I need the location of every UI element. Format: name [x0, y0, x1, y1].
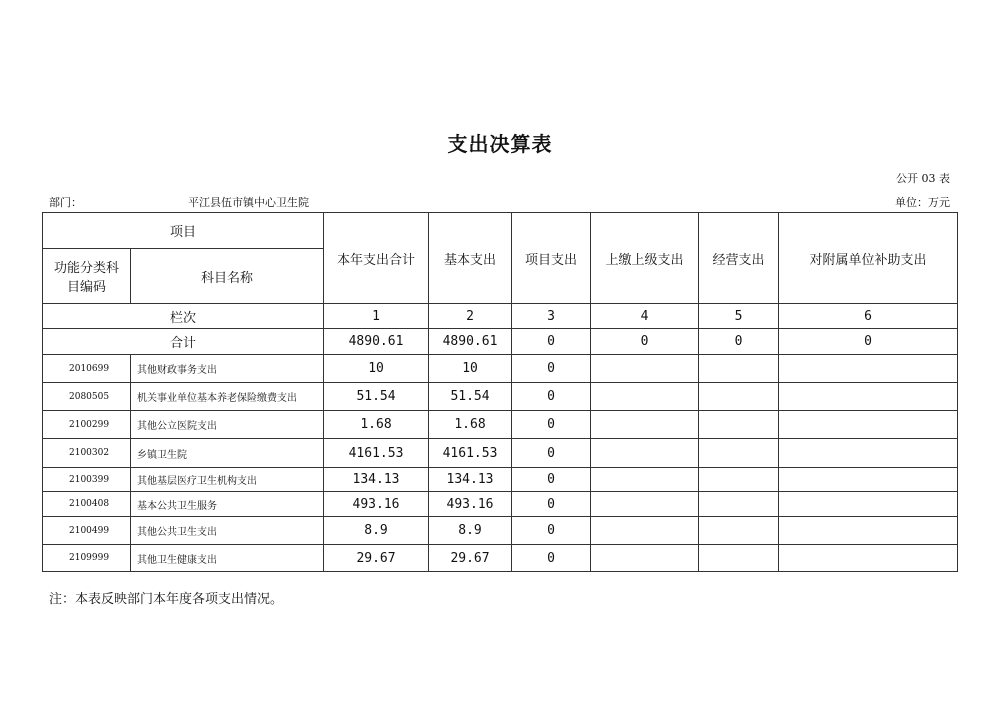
total-label: 合计 [43, 329, 324, 355]
header-project: 项目 [43, 213, 324, 249]
project-expenditure: 0 [512, 355, 591, 383]
empty-cell [699, 492, 779, 517]
subject-code: 2010699 [43, 355, 131, 383]
project-expenditure: 0 [512, 492, 591, 517]
form-number: 公开 03 表 [896, 172, 950, 185]
empty-cell [699, 468, 779, 492]
empty-cell [779, 411, 958, 439]
header-subject-name: 科目名称 [131, 249, 324, 304]
table-row [43, 355, 958, 383]
lanci-cell: 4 [591, 304, 699, 329]
subject-name: 基本公共卫生服务 [131, 492, 324, 517]
basic-expenditure: 493.16 [429, 492, 512, 517]
subject-name: 其他基层医疗卫生机构支出 [131, 468, 324, 492]
project-expenditure: 0 [512, 411, 591, 439]
table-row [43, 383, 958, 411]
lanci-cell: 6 [779, 304, 958, 329]
header-col4: 上缴上级支出 [591, 213, 699, 304]
empty-cell [699, 517, 779, 545]
total-expenditure: 4161.53 [324, 439, 429, 468]
page-title: 支出决算表 [447, 132, 553, 156]
header-col2: 基本支出 [429, 213, 512, 304]
subject-code: 2100302 [43, 439, 131, 468]
empty-cell [779, 355, 958, 383]
empty-cell [779, 517, 958, 545]
total-cell: 4890.61 [429, 329, 512, 355]
total-expenditure: 493.16 [324, 492, 429, 517]
subject-code: 2100408 [43, 492, 131, 517]
total-expenditure: 134.13 [324, 468, 429, 492]
department-name: 平江县伍市镇中心卫生院 [188, 196, 309, 209]
subject-name: 其他公立医院支出 [131, 411, 324, 439]
total-row [43, 329, 958, 355]
empty-cell [591, 411, 699, 439]
total-expenditure: 8.9 [324, 517, 429, 545]
basic-expenditure: 1.68 [429, 411, 512, 439]
basic-expenditure: 8.9 [429, 517, 512, 545]
subject-code: 2100299 [43, 411, 131, 439]
basic-expenditure: 134.13 [429, 468, 512, 492]
table-row [43, 517, 958, 545]
subject-code: 2100499 [43, 517, 131, 545]
empty-cell [699, 411, 779, 439]
subject-name: 乡镇卫生院 [131, 439, 324, 468]
table-row [43, 468, 958, 492]
header-col6: 对附属单位补助支出 [779, 213, 958, 304]
total-expenditure: 29.67 [324, 545, 429, 572]
lanci-row [43, 304, 958, 329]
lanci-cell: 2 [429, 304, 512, 329]
basic-expenditure: 4161.53 [429, 439, 512, 468]
table-row [43, 492, 958, 517]
total-cell: 0 [699, 329, 779, 355]
empty-cell [591, 517, 699, 545]
total-expenditure: 10 [324, 355, 429, 383]
table-row [43, 439, 958, 468]
empty-cell [591, 468, 699, 492]
basic-expenditure: 10 [429, 355, 512, 383]
table-row [43, 545, 958, 572]
empty-cell [699, 545, 779, 572]
header-col3: 项目支出 [512, 213, 591, 304]
header-col5: 经营支出 [699, 213, 779, 304]
empty-cell [779, 468, 958, 492]
empty-cell [779, 383, 958, 411]
empty-cell [591, 383, 699, 411]
subject-code: 2109999 [43, 545, 131, 572]
lanci-cell: 1 [324, 304, 429, 329]
unit-label: 单位：万元 [895, 196, 950, 209]
expenditure-table [42, 212, 958, 572]
footnote: 注：本表反映部门本年度各项支出情况。 [49, 592, 284, 607]
empty-cell [699, 439, 779, 468]
header-col1: 本年支出合计 [324, 213, 429, 304]
empty-cell [699, 355, 779, 383]
subject-code: 2080505 [43, 383, 131, 411]
project-expenditure: 0 [512, 468, 591, 492]
basic-expenditure: 29.67 [429, 545, 512, 572]
project-expenditure: 0 [512, 545, 591, 572]
total-cell: 0 [512, 329, 591, 355]
project-expenditure: 0 [512, 383, 591, 411]
empty-cell [591, 492, 699, 517]
total-cell: 4890.61 [324, 329, 429, 355]
empty-cell [779, 545, 958, 572]
subject-name: 其他公共卫生支出 [131, 517, 324, 545]
subject-name: 机关事业单位基本养老保险缴费支出 [131, 383, 324, 411]
subject-name: 其他财政事务支出 [131, 355, 324, 383]
empty-cell [591, 439, 699, 468]
lanci-label: 栏次 [43, 304, 324, 329]
empty-cell [699, 383, 779, 411]
project-expenditure: 0 [512, 517, 591, 545]
lanci-cell: 5 [699, 304, 779, 329]
empty-cell [779, 439, 958, 468]
department-label: 部门： [49, 196, 82, 209]
empty-cell [591, 545, 699, 572]
project-expenditure: 0 [512, 439, 591, 468]
total-expenditure: 51.54 [324, 383, 429, 411]
subject-name: 其他卫生健康支出 [131, 545, 324, 572]
lanci-cell: 3 [512, 304, 591, 329]
header-func-code: 功能分类科目编码 [43, 249, 131, 304]
table-row [43, 411, 958, 439]
total-cell: 0 [779, 329, 958, 355]
subject-code: 2100399 [43, 468, 131, 492]
total-cell: 0 [591, 329, 699, 355]
empty-cell [591, 355, 699, 383]
empty-cell [779, 492, 958, 517]
total-expenditure: 1.68 [324, 411, 429, 439]
basic-expenditure: 51.54 [429, 383, 512, 411]
